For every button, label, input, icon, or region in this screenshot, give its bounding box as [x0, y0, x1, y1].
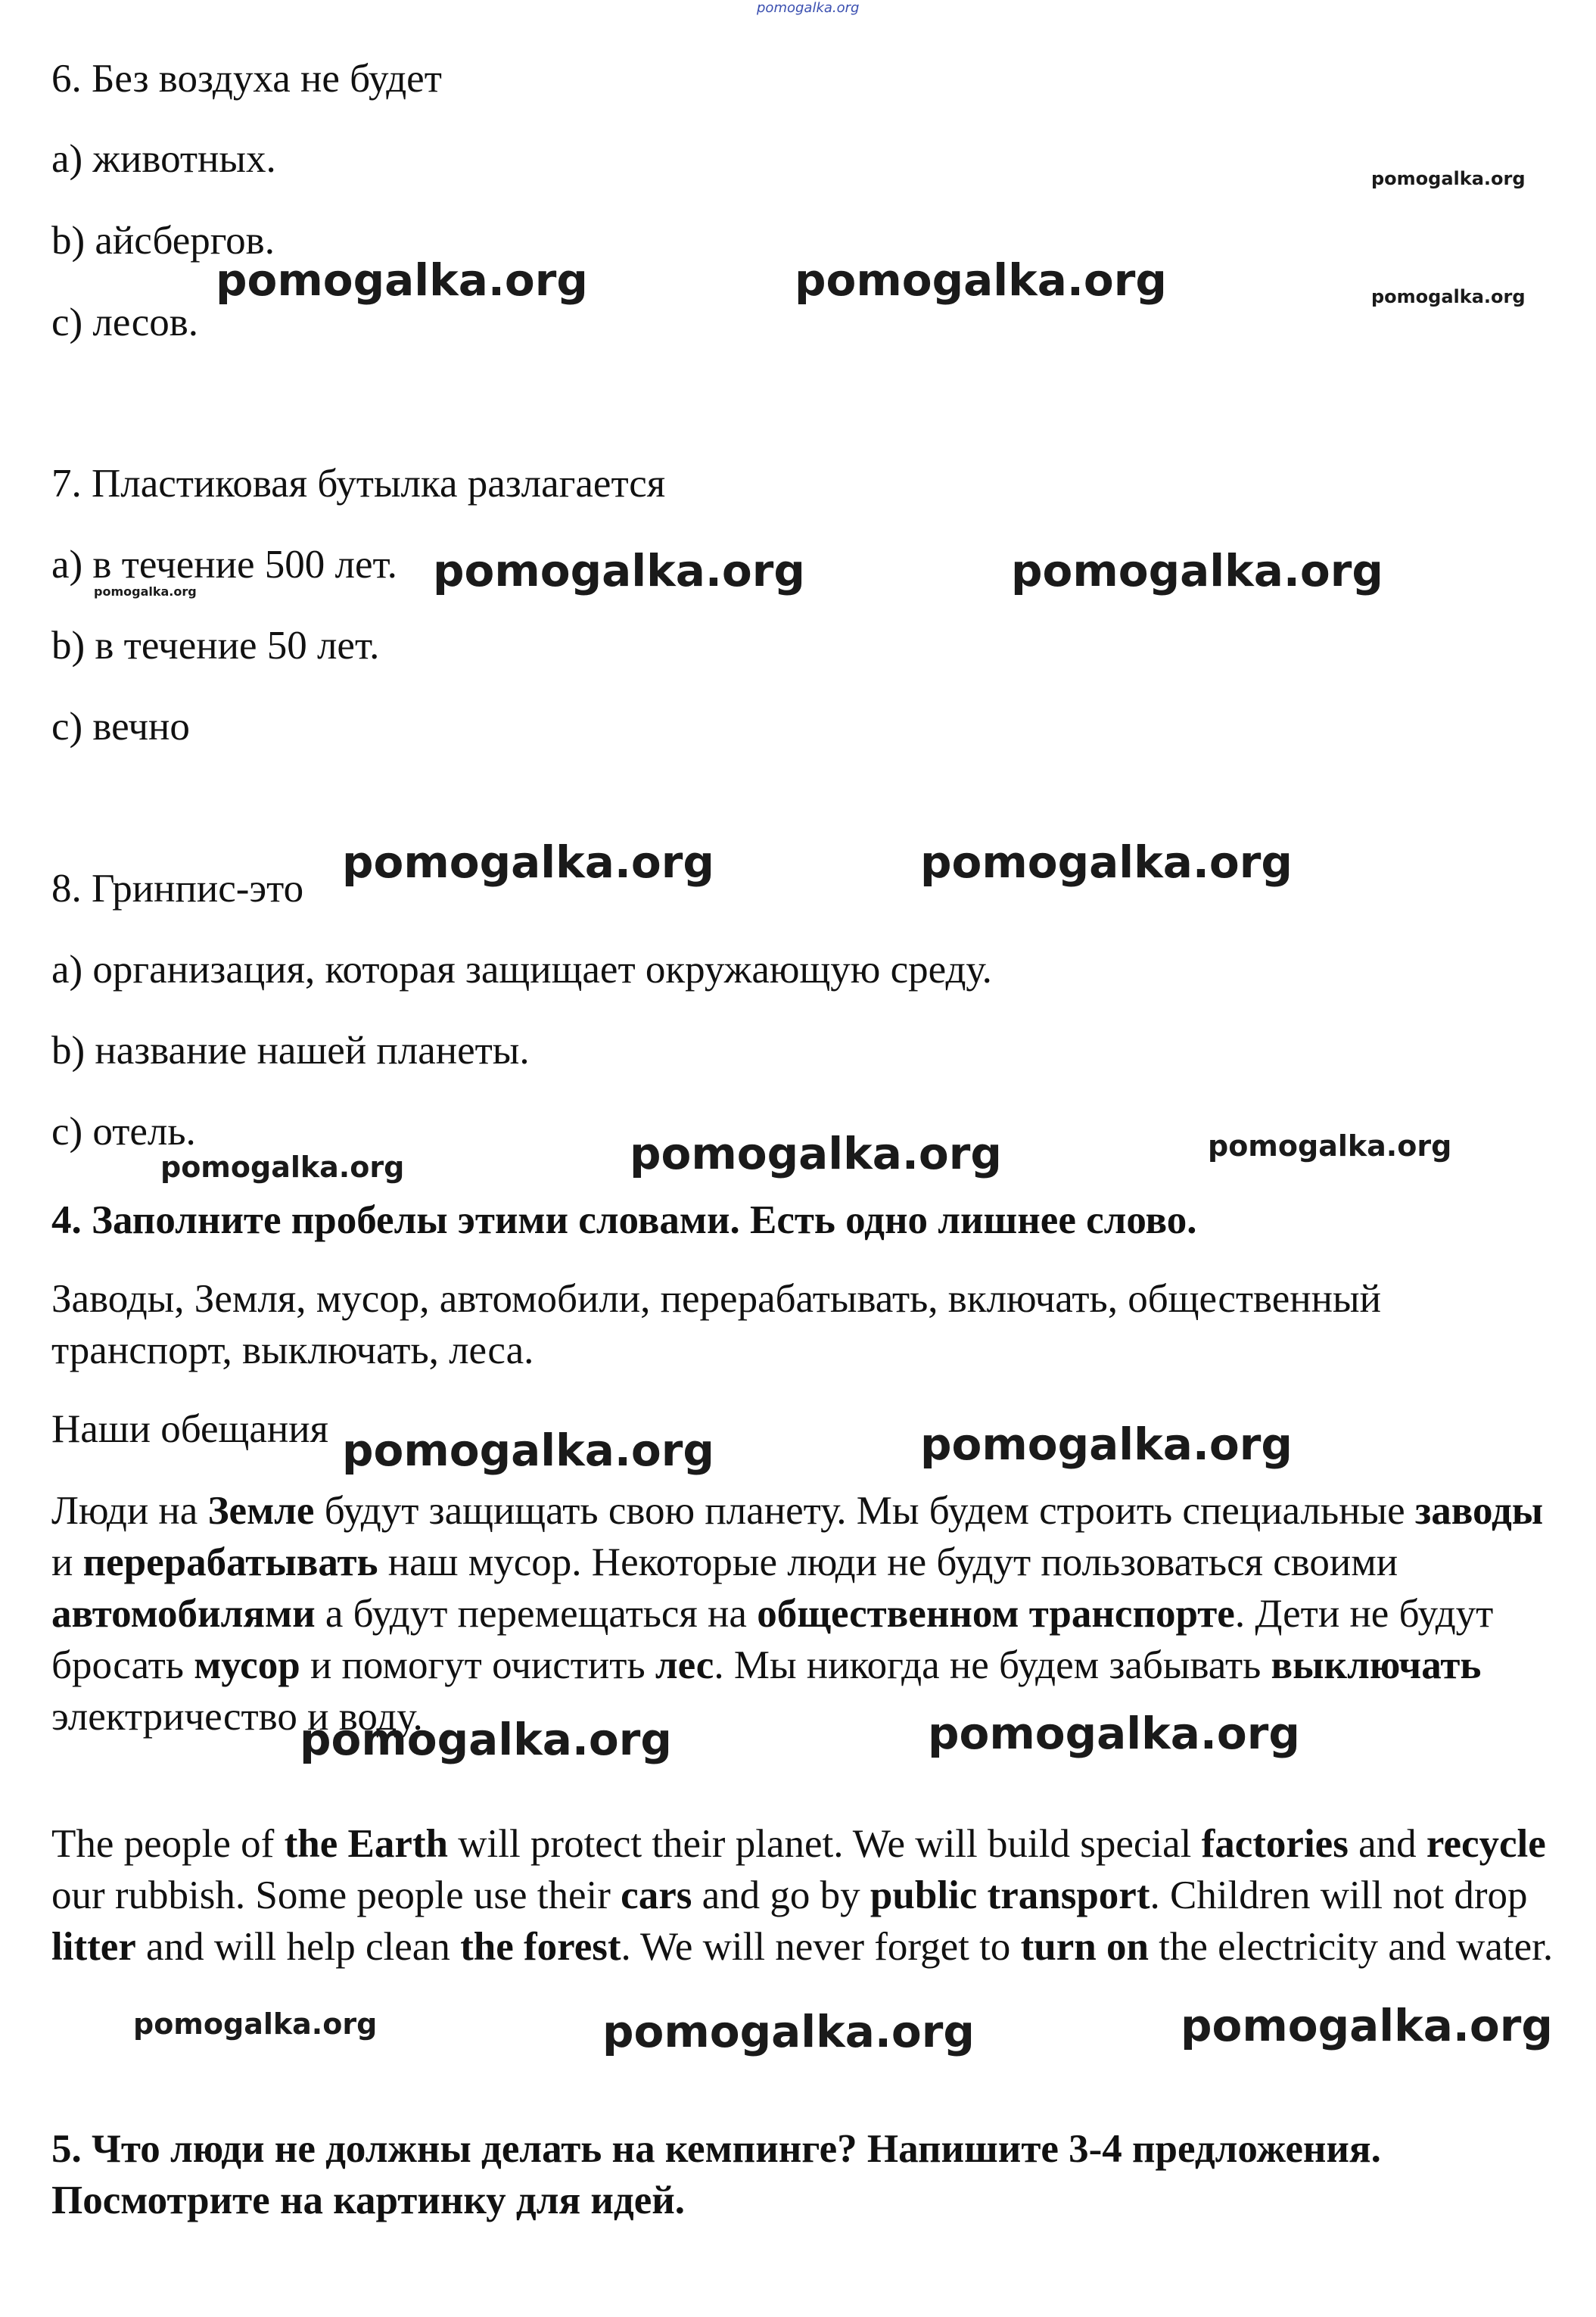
en-answer-word: public transport [870, 1873, 1150, 1917]
question-8-option-b: b) название нашей планеты. [51, 1029, 530, 1073]
ru-text: Люди на [51, 1489, 208, 1533]
watermark: pomogalka.org [1371, 168, 1526, 189]
en-text: . Children will not drop [1150, 1873, 1528, 1917]
en-answer-word: the forest [460, 1925, 621, 1969]
en-answer-word: cars [621, 1873, 692, 1917]
task-5-heading-line-1: 5. Что люди не должны делать на кемпинге? Напишите 3-4 предложения. [51, 2127, 1381, 2171]
ru-text: . Дети не будут бросать [51, 1592, 1494, 1687]
question-7-option-a: a) в течение 500 лет. [51, 543, 397, 587]
en-answer-word: litter [51, 1925, 136, 1969]
en-answer-word: turn on [1020, 1925, 1149, 1969]
en-answer-word: recycle [1426, 1822, 1546, 1866]
ru-answer-word: мусор [194, 1643, 300, 1687]
question-8-option-c: c) отель. [51, 1110, 196, 1154]
task-5-heading-line-2: Посмотрите на картинку для идей. [51, 2178, 686, 2222]
ru-answer-word: общественном транспорте [757, 1592, 1235, 1636]
task-4-title: Наши обещания [51, 1407, 328, 1451]
watermark: pomogalka.org [1181, 2000, 1553, 2051]
ru-answer-word: автомобилями [51, 1592, 316, 1636]
watermark: pomogalka.org [216, 254, 588, 306]
watermark: pomogalka.org [342, 1425, 714, 1476]
ru-answer-word: выключать [1271, 1643, 1482, 1687]
watermark: pomogalka.org [928, 1708, 1300, 1759]
en-text: will protect their planet. We will build special [447, 1822, 1202, 1866]
ru-text: электричество и воду. [51, 1695, 423, 1739]
watermark: pomogalka.org [160, 1151, 405, 1184]
ru-text: будут защищать свою планету. Мы будем строить специальные [314, 1489, 1415, 1533]
en-text: and [1348, 1822, 1426, 1866]
watermark: pomogalka.org [795, 254, 1167, 306]
watermark: pomogalka.org [94, 584, 197, 599]
watermark: pomogalka.org [920, 836, 1293, 888]
question-6-prompt: 6. Без воздуха не будет [51, 57, 442, 101]
en-text: and will help clean [135, 1925, 461, 1969]
en-text: The people of [51, 1822, 285, 1866]
task-4-english-text [51, 1818, 1557, 1973]
ru-text: а будут перемещаться на [315, 1592, 758, 1636]
watermark: pomogalka.org [342, 836, 714, 888]
watermark: pomogalka.org [133, 2007, 378, 2041]
en-answer-word: the Earth [284, 1822, 448, 1866]
task-4-russian-text [51, 1485, 1557, 1742]
ru-text: . Мы никогда не будем забывать [714, 1643, 1271, 1687]
question-6-option-a: a) животных. [51, 137, 276, 181]
question-6-option-b: b) айсбергов. [51, 219, 275, 263]
watermark: pomogalka.org [630, 1128, 1002, 1179]
en-text: and go by [692, 1873, 870, 1917]
ru-text: и помогут очистить [300, 1643, 655, 1687]
en-answer-word: factories [1201, 1822, 1349, 1866]
task-4-heading: 4. Заполните пробелы этими словами. Есть одно лишнее слово. [51, 1198, 1197, 1242]
question-8-prompt: 8. Гринпис-это [51, 867, 304, 911]
ru-answer-word: Земле [207, 1489, 315, 1533]
en-text: our rubbish. Some people use their [51, 1873, 621, 1917]
task-4-word-bank: Заводы, Земля, мусор, автомобили, перерабатывать, включать, общественный транспорт, выключать, леса. [51, 1277, 1381, 1372]
ru-text: наш мусор. Некоторые люди не будут пользоваться своими [378, 1540, 1398, 1584]
top-watermark: pomogalka.org [757, 0, 860, 16]
question-7-option-b: b) в течение 50 лет. [51, 624, 380, 668]
watermark: pomogalka.org [920, 1419, 1293, 1470]
watermark: pomogalka.org [433, 545, 805, 596]
en-text: the electricity and water. [1148, 1925, 1554, 1969]
watermark: pomogalka.org [1011, 545, 1383, 596]
en-text: . We will never forget to [621, 1925, 1021, 1969]
question-8-option-a: a) организация, которая защищает окружающую среду. [51, 948, 992, 992]
ru-answer-word: заводы [1414, 1489, 1544, 1533]
watermark: pomogalka.org [1208, 1129, 1452, 1163]
watermark: pomogalka.org [602, 2006, 975, 2057]
ru-answer-word: перерабатывать [82, 1540, 378, 1584]
question-6-option-c: c) лесов. [51, 301, 199, 344]
question-7-option-c: c) вечно [51, 705, 190, 749]
watermark: pomogalka.org [300, 1714, 672, 1765]
watermark: pomogalka.org [1371, 286, 1526, 307]
ru-answer-word: лес [655, 1643, 714, 1687]
question-7-prompt: 7. Пластиковая бутылка разлагается [51, 462, 666, 506]
ru-text: и [51, 1540, 83, 1584]
